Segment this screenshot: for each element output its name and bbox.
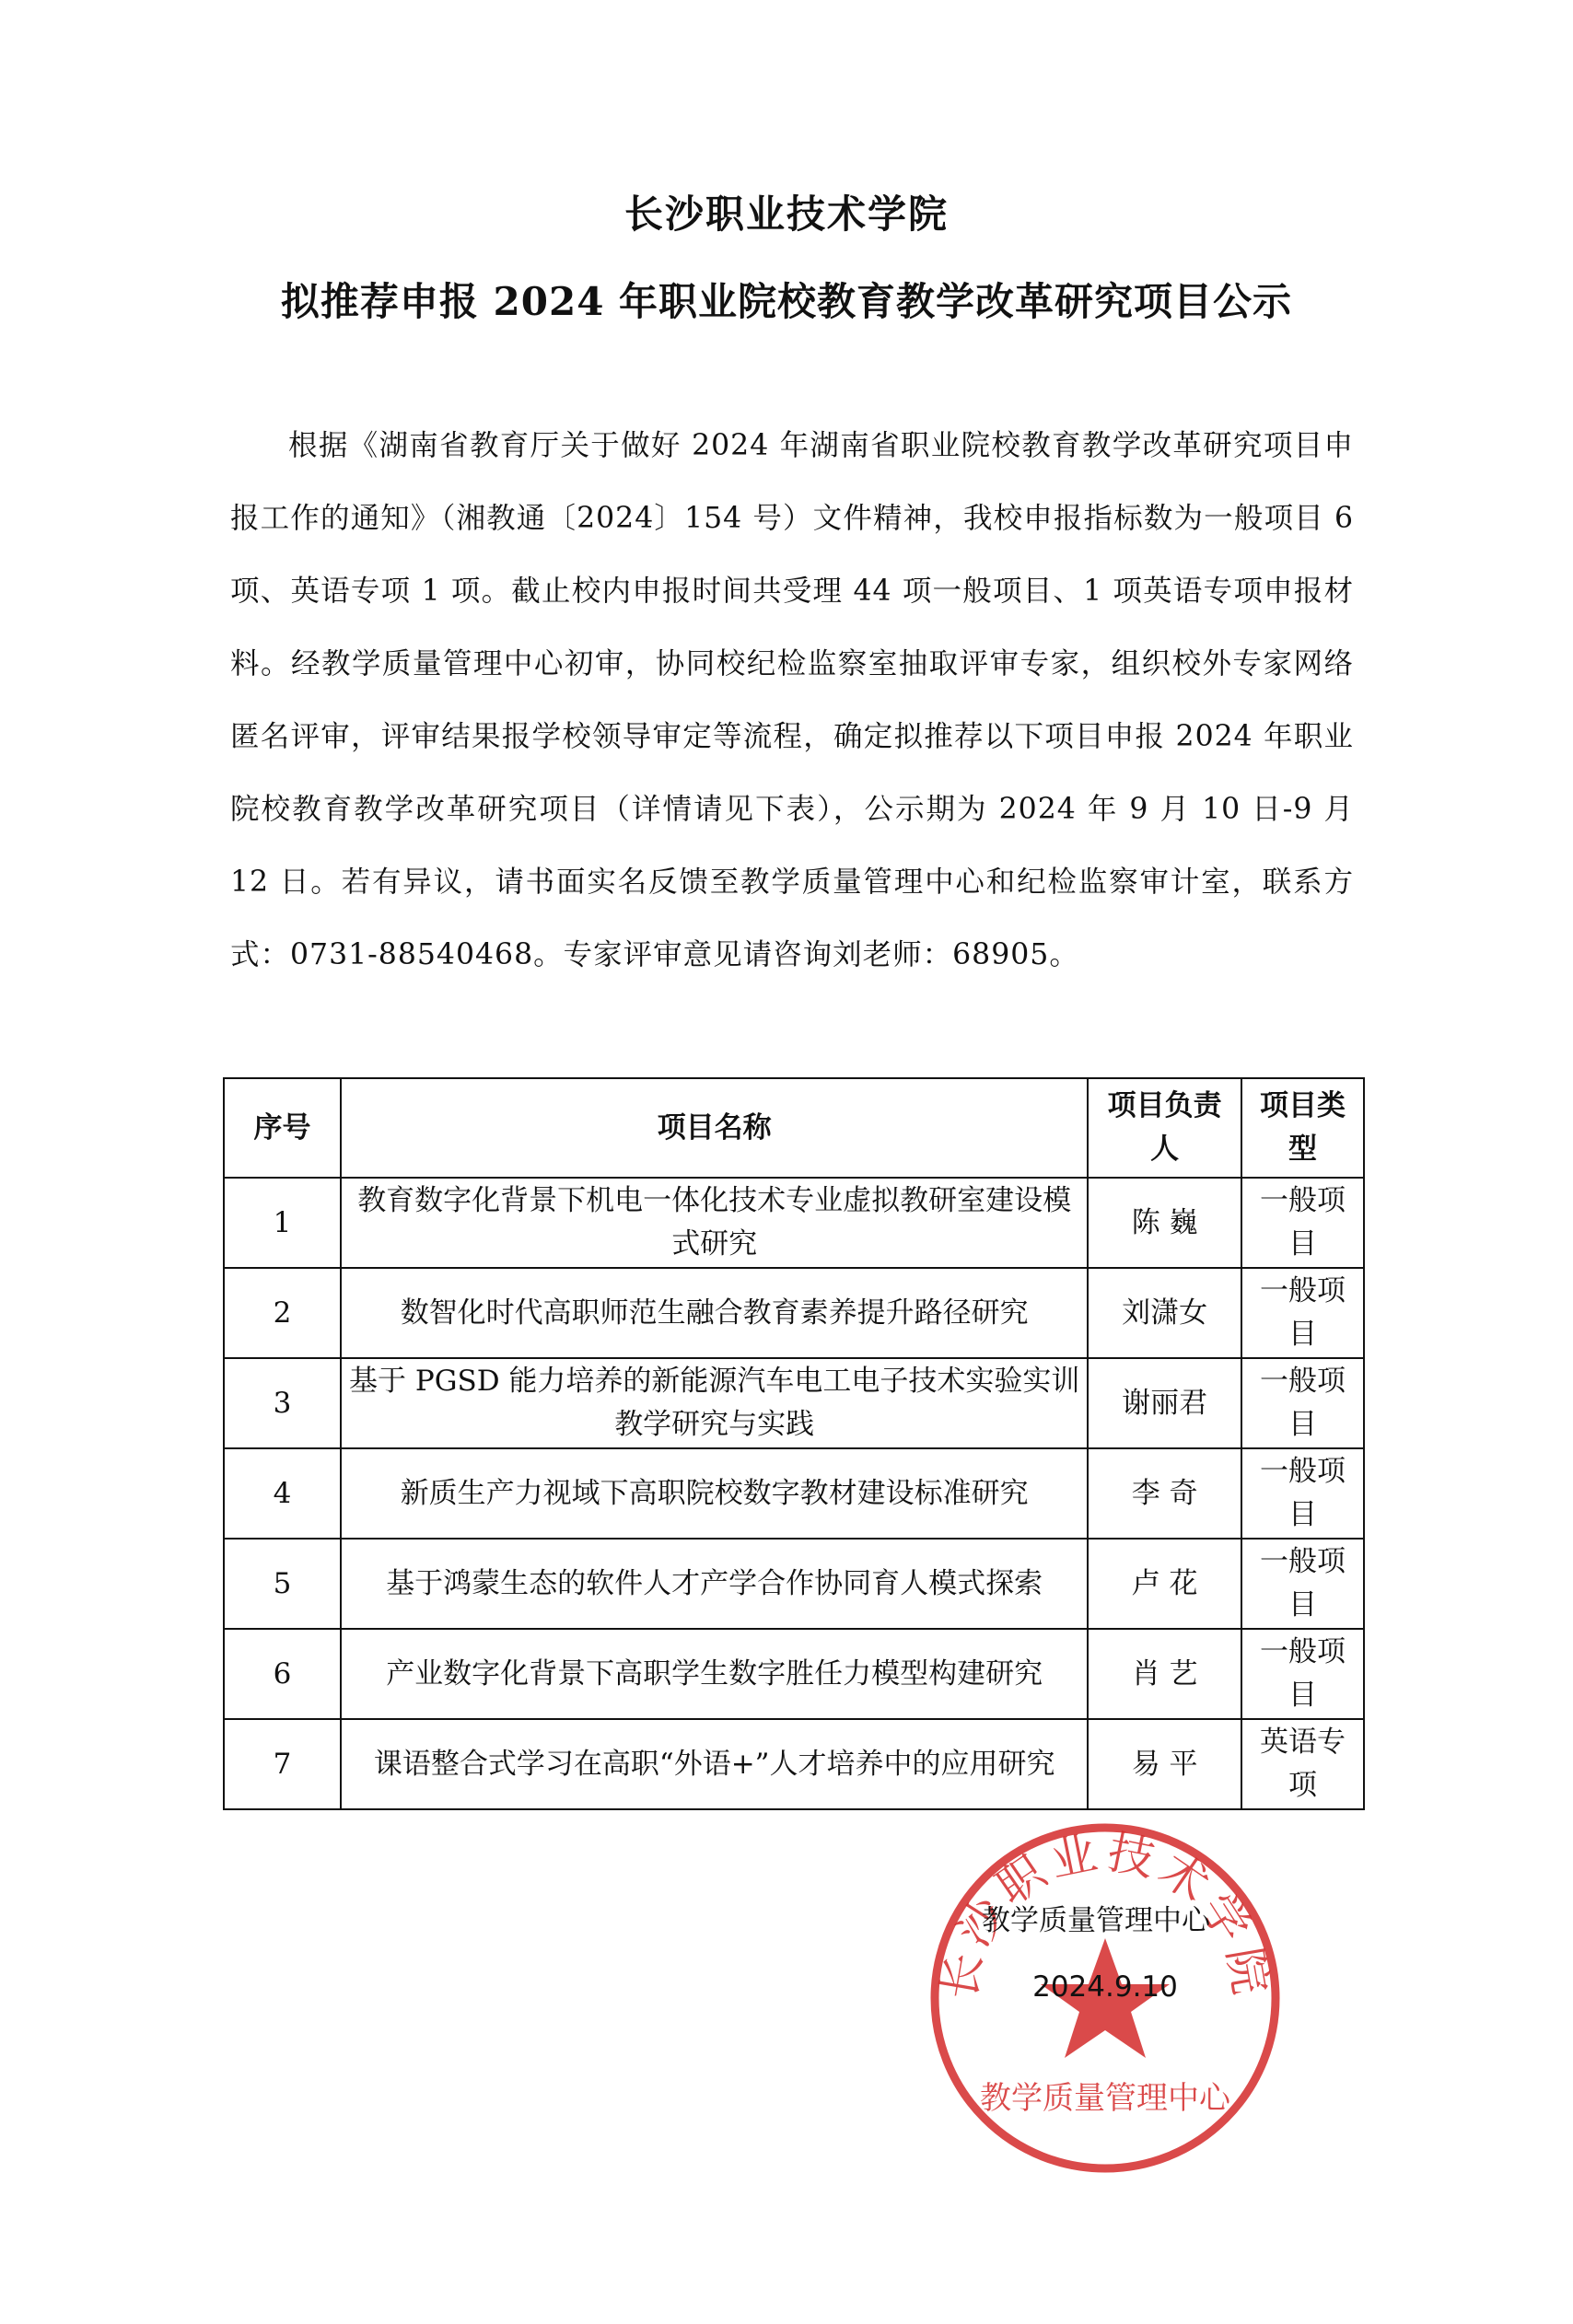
row-index: 4 [224, 1448, 341, 1539]
row-index: 6 [224, 1629, 341, 1719]
row-type: 一般项目 [1241, 1539, 1364, 1629]
table-row [224, 1629, 1364, 1719]
header-type: 项目类型 [1241, 1078, 1364, 1178]
table-row [224, 1448, 1364, 1539]
table-row [224, 1268, 1364, 1358]
signature-date: 2024.9.10 [1032, 1970, 1178, 2004]
row-type: 一般项目 [1241, 1358, 1364, 1448]
row-leader: 易 平 [1088, 1719, 1241, 1809]
row-name: 产业数字化背景下高职学生数字胜任力模型构建研究 [341, 1629, 1088, 1719]
seal-inner-text: 教学质量管理中心 [980, 2080, 1230, 2117]
table-header-row [224, 1078, 1364, 1178]
row-type: 一般项目 [1241, 1178, 1364, 1268]
row-name: 新质生产力视域下高职院校数字教材建设标准研究 [341, 1448, 1088, 1539]
seal-outer-text: 长沙职业技术学院 [931, 1825, 1279, 2004]
header-name: 项目名称 [341, 1078, 1088, 1178]
header-index: 序号 [224, 1078, 341, 1178]
row-leader: 刘潇女 [1088, 1268, 1241, 1358]
row-name: 课语整合式学习在高职“外语+”人才培养中的应用研究 [341, 1719, 1088, 1809]
table-row [224, 1719, 1364, 1809]
signature-department: 教学质量管理中心 [982, 1904, 1210, 1937]
project-table [223, 1077, 1365, 1810]
row-index: 1 [224, 1178, 341, 1268]
table-row [224, 1178, 1364, 1268]
row-name: 数智化时代高职师范生融合教育素养提升路径研究 [341, 1268, 1088, 1358]
body-paragraph: 根据《湖南省教育厅关于做好 2024 年湖南省职业院校教育教学改革研究项目申报工作的通知》（湘教通〔2024〕154 号）文件精神，我校申报指标数为一般项目 6 项、英语专项 1 项。截止校内申报时间共受理 44 项一般项目、1 项英语专项申报材料。经教学质量管理中心初审，协同校纪检监察室抽取评审专家，组织校外专家网络匿名评审，评审结果报学校领导审定等流程，确定拟推荐以下项目申报 2024 年职业院校教育教学改革研究项目（详情请见下表），公示期为 2024 年 9 月 10 日-9 月 12 日。若有异议，请书面实名反馈至教学质量管理中心和纪检监察审计室，联系方式：0731-88540468。专家评审意见请咨询刘老师：68905。 [230, 429, 1354, 971]
row-name: 基于鸿蒙生态的软件人才产学合作协同育人模式探索 [341, 1539, 1088, 1629]
row-name: 教育数字化背景下机电一体化技术专业虚拟教研室建设模式研究 [341, 1178, 1088, 1268]
document-title: 长沙职业技术学院 [623, 192, 949, 237]
row-type: 一般项目 [1241, 1629, 1364, 1719]
row-type: 英语专项 [1241, 1719, 1364, 1809]
table-row [224, 1539, 1364, 1629]
row-name: 基于 PGSD 能力培养的新能源汽车电工电子技术实验实训教学研究与实践 [341, 1358, 1088, 1448]
row-leader: 李 奇 [1088, 1448, 1241, 1539]
row-leader: 谢丽君 [1088, 1358, 1241, 1448]
row-leader: 卢 花 [1088, 1539, 1241, 1629]
row-index: 3 [224, 1358, 341, 1448]
header-leader: 项目负责人 [1088, 1078, 1241, 1178]
row-leader: 陈 巍 [1088, 1178, 1241, 1268]
table-row [224, 1358, 1364, 1448]
document-subtitle: 拟推荐申报 2024 年职业院校教育教学改革研究项目公示 [280, 279, 1293, 324]
row-type: 一般项目 [1241, 1268, 1364, 1358]
row-index: 2 [224, 1268, 341, 1358]
row-leader: 肖 艺 [1088, 1629, 1241, 1719]
row-index: 5 [224, 1539, 341, 1629]
row-type: 一般项目 [1241, 1448, 1364, 1539]
row-index: 7 [224, 1719, 341, 1809]
